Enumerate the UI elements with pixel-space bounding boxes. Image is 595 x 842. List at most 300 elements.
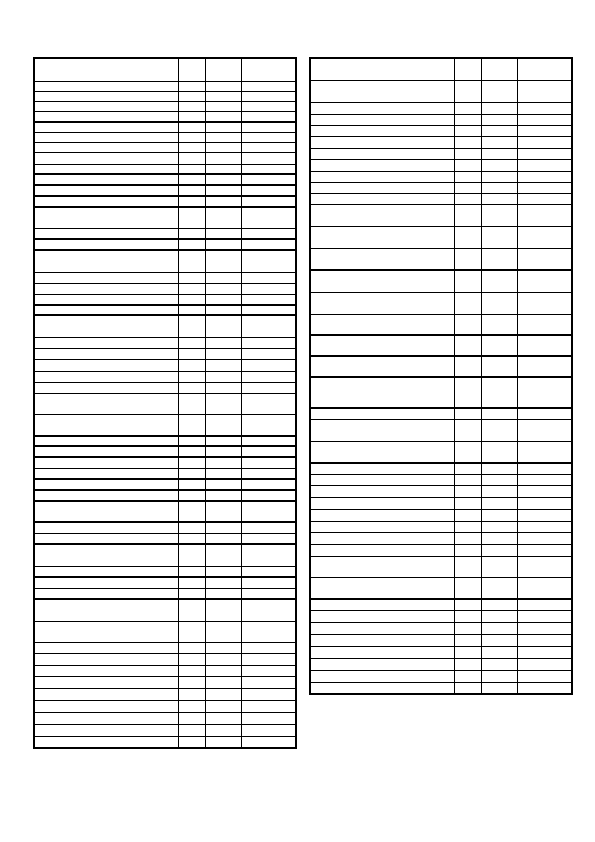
table-cell [205, 676, 241, 688]
table-cell [178, 490, 205, 501]
table-cell [310, 58, 454, 80]
table-cell [34, 91, 178, 101]
table-cell [517, 270, 572, 292]
table-cell [178, 446, 205, 457]
table-row [310, 658, 572, 670]
table-cell [310, 204, 454, 226]
table-cell [454, 335, 481, 356]
table-row [310, 532, 572, 544]
table-cell [178, 577, 205, 588]
table-cell [178, 337, 205, 348]
table-cell [517, 193, 572, 204]
table-cell [205, 653, 241, 665]
table-cell [205, 724, 241, 736]
table-cell [205, 111, 241, 122]
table-cell [454, 292, 481, 314]
table-cell [454, 114, 481, 125]
table-row [34, 588, 296, 599]
table-cell [205, 348, 241, 359]
table-cell [310, 682, 454, 694]
table-row [34, 599, 296, 621]
table-cell [241, 382, 296, 393]
table-cell [178, 164, 205, 174]
table-cell [481, 441, 517, 463]
table-cell [481, 335, 517, 356]
table-cell [310, 114, 454, 125]
table-cell [310, 634, 454, 646]
table-cell [454, 204, 481, 226]
table-cell [205, 522, 241, 533]
table-cell [178, 272, 205, 283]
table-cell [454, 58, 481, 80]
table-cell [517, 544, 572, 556]
table-cell [481, 377, 517, 408]
table-cell [205, 207, 241, 228]
table-cell [205, 196, 241, 207]
table-cell [205, 164, 241, 174]
table-cell [454, 509, 481, 521]
table-cell [34, 688, 178, 700]
table-row [310, 622, 572, 634]
table-cell [310, 182, 454, 193]
table-cell [34, 436, 178, 446]
table-cell [454, 441, 481, 463]
table-cell [205, 642, 241, 653]
table-cell [454, 136, 481, 148]
table-cell [310, 193, 454, 204]
table-cell [241, 533, 296, 544]
table-cell [205, 382, 241, 393]
table-cell [481, 509, 517, 521]
table-cell [310, 226, 454, 248]
table-cell [205, 132, 241, 142]
table-cell [517, 159, 572, 171]
table-row [34, 468, 296, 479]
table-cell [178, 111, 205, 122]
right-table-body [310, 58, 572, 694]
table-cell [454, 646, 481, 658]
table-cell [241, 152, 296, 164]
table-cell [205, 185, 241, 196]
table-cell [481, 544, 517, 556]
table-cell [310, 521, 454, 532]
table-cell [178, 239, 205, 250]
table-row [310, 80, 572, 102]
table-cell [517, 509, 572, 521]
table-cell [241, 58, 296, 81]
table-row [34, 101, 296, 111]
table-cell [454, 610, 481, 622]
table-cell [178, 283, 205, 294]
table-cell [178, 665, 205, 676]
table-row [34, 272, 296, 283]
table-cell [517, 314, 572, 335]
table-row [34, 164, 296, 174]
table-cell [310, 419, 454, 441]
table-row [310, 509, 572, 521]
table-cell [481, 485, 517, 497]
table-cell [34, 566, 178, 577]
table-cell [205, 446, 241, 457]
table-cell [205, 621, 241, 642]
table-cell [481, 193, 517, 204]
table-cell [178, 348, 205, 359]
table-row [310, 377, 572, 408]
table-cell [454, 521, 481, 532]
table-cell [310, 102, 454, 114]
table-cell [178, 588, 205, 599]
table-cell [178, 479, 205, 490]
table-cell [517, 419, 572, 441]
table-cell [481, 356, 517, 377]
table-cell [34, 164, 178, 174]
table-cell [178, 294, 205, 305]
table-row [310, 356, 572, 377]
table-cell [205, 228, 241, 239]
table-cell [34, 283, 178, 294]
table-cell [34, 142, 178, 152]
table-cell [34, 588, 178, 599]
table-row [310, 682, 572, 694]
table-cell [34, 111, 178, 122]
table-row [310, 125, 572, 136]
table-cell [34, 700, 178, 712]
table-cell [310, 509, 454, 521]
table-cell [34, 712, 178, 724]
table-cell [481, 658, 517, 670]
table-cell [310, 136, 454, 148]
table-cell [178, 621, 205, 642]
table-cell [454, 102, 481, 114]
table-cell [310, 335, 454, 356]
table-cell [178, 152, 205, 164]
table-row [310, 114, 572, 125]
table-cell [310, 292, 454, 314]
table-cell [481, 419, 517, 441]
table-cell [481, 136, 517, 148]
table-cell [34, 185, 178, 196]
table-cell [241, 665, 296, 676]
table-row [310, 610, 572, 622]
table-cell [241, 142, 296, 152]
table-row [34, 457, 296, 468]
table-cell [205, 250, 241, 272]
table-cell [178, 457, 205, 468]
table-cell [241, 337, 296, 348]
table-cell [205, 152, 241, 164]
table-row [34, 196, 296, 207]
table-cell [178, 101, 205, 111]
table-cell [34, 250, 178, 272]
table-cell [205, 315, 241, 337]
table-cell [34, 348, 178, 359]
table-cell [241, 653, 296, 665]
table-cell [178, 501, 205, 522]
table-cell [481, 314, 517, 335]
table-cell [310, 610, 454, 622]
table-row [34, 676, 296, 688]
table-cell [178, 371, 205, 382]
table-cell [34, 665, 178, 676]
table-cell [241, 164, 296, 174]
table-cell [34, 621, 178, 642]
table-cell [205, 371, 241, 382]
table-cell [481, 610, 517, 622]
table-row [310, 463, 572, 474]
table-cell [481, 408, 517, 419]
table-cell [517, 377, 572, 408]
table-row [34, 479, 296, 490]
table-cell [178, 599, 205, 621]
table-cell [205, 544, 241, 566]
table-cell [34, 736, 178, 748]
table-cell [241, 479, 296, 490]
table-cell [34, 544, 178, 566]
table-cell [178, 250, 205, 272]
table-row [310, 159, 572, 171]
table-cell [205, 272, 241, 283]
table-cell [517, 292, 572, 314]
table-cell [517, 248, 572, 270]
table-cell [241, 490, 296, 501]
table-cell [241, 414, 296, 436]
table-cell [178, 132, 205, 142]
table-cell [454, 377, 481, 408]
table-cell [34, 132, 178, 142]
table-cell [34, 239, 178, 250]
table-row [310, 544, 572, 556]
table-cell [205, 599, 241, 621]
table-cell [517, 114, 572, 125]
table-cell [34, 101, 178, 111]
table-cell [34, 294, 178, 305]
table-cell [517, 634, 572, 646]
table-cell [34, 272, 178, 283]
table-cell [241, 724, 296, 736]
table-cell [241, 588, 296, 599]
left-table-body [34, 58, 296, 748]
table-cell [481, 80, 517, 102]
table-cell [241, 207, 296, 228]
table-cell [481, 577, 517, 599]
table-cell [178, 700, 205, 712]
table-cell [205, 393, 241, 414]
table-cell [241, 700, 296, 712]
table-cell [205, 58, 241, 81]
table-cell [517, 356, 572, 377]
table-cell [205, 305, 241, 315]
table-cell [34, 81, 178, 91]
table-row [34, 81, 296, 91]
table-cell [481, 102, 517, 114]
table-cell [241, 101, 296, 111]
table-row [34, 653, 296, 665]
table-cell [205, 700, 241, 712]
table-cell [481, 248, 517, 270]
table-cell [178, 544, 205, 566]
table-cell [205, 533, 241, 544]
table-row [34, 294, 296, 305]
table-cell [454, 544, 481, 556]
table-cell [481, 497, 517, 509]
table-cell [517, 485, 572, 497]
table-row [34, 393, 296, 414]
table-cell [517, 599, 572, 610]
table-cell [481, 292, 517, 314]
table-cell [517, 682, 572, 694]
table-cell [481, 622, 517, 634]
table-row [34, 501, 296, 522]
table-cell [517, 658, 572, 670]
table-cell [241, 676, 296, 688]
table-row [310, 646, 572, 658]
table-cell [34, 228, 178, 239]
table-cell [178, 185, 205, 196]
table-cell [205, 81, 241, 91]
table-cell [454, 171, 481, 182]
table-row [34, 283, 296, 294]
table-cell [178, 196, 205, 207]
table-row [310, 226, 572, 248]
table-cell [205, 142, 241, 152]
table-cell [454, 356, 481, 377]
table-row [34, 58, 296, 81]
table-row [34, 700, 296, 712]
table-cell [481, 171, 517, 182]
table-cell [241, 283, 296, 294]
table-cell [517, 148, 572, 159]
table-row [34, 544, 296, 566]
table-cell [310, 599, 454, 610]
table-cell [205, 122, 241, 132]
table-cell [454, 125, 481, 136]
table-row [34, 142, 296, 152]
table-cell [517, 556, 572, 577]
table-row [310, 314, 572, 335]
table-cell [205, 736, 241, 748]
table-cell [481, 204, 517, 226]
table-cell [517, 441, 572, 463]
table-cell [241, 544, 296, 566]
table-cell [241, 371, 296, 382]
table-cell [517, 463, 572, 474]
table-row [310, 485, 572, 497]
table-row [34, 315, 296, 337]
table-row [34, 305, 296, 315]
table-cell [454, 314, 481, 335]
table-cell [241, 294, 296, 305]
table-cell [241, 132, 296, 142]
table-cell [517, 58, 572, 80]
table-cell [205, 359, 241, 371]
table-cell [481, 58, 517, 80]
table-cell [481, 521, 517, 532]
table-cell [241, 501, 296, 522]
table-cell [241, 122, 296, 132]
table-cell [310, 171, 454, 182]
table-cell [454, 485, 481, 497]
table-cell [241, 250, 296, 272]
table-cell [310, 80, 454, 102]
table-cell [34, 174, 178, 185]
table-row [34, 577, 296, 588]
table-cell [34, 642, 178, 653]
table-cell [178, 712, 205, 724]
table-cell [34, 152, 178, 164]
table-cell [178, 653, 205, 665]
table-cell [454, 148, 481, 159]
table-cell [310, 441, 454, 463]
table-cell [481, 114, 517, 125]
table-cell [178, 676, 205, 688]
table-cell [34, 676, 178, 688]
table-cell [241, 272, 296, 283]
table-cell [310, 556, 454, 577]
table-row [34, 111, 296, 122]
left-data-table [33, 57, 297, 749]
table-cell [241, 688, 296, 700]
table-row [310, 171, 572, 182]
table-cell [310, 646, 454, 658]
table-row [34, 132, 296, 142]
table-cell [310, 125, 454, 136]
table-cell [205, 337, 241, 348]
table-cell [241, 642, 296, 653]
table-cell [178, 174, 205, 185]
table-cell [178, 315, 205, 337]
table-cell [34, 724, 178, 736]
table-cell [241, 239, 296, 250]
table-cell [205, 91, 241, 101]
table-cell [34, 371, 178, 382]
table-cell [205, 479, 241, 490]
table-cell [517, 335, 572, 356]
table-cell [34, 315, 178, 337]
table-cell [310, 248, 454, 270]
table-cell [517, 226, 572, 248]
table-row [310, 577, 572, 599]
table-row [310, 204, 572, 226]
table-cell [34, 207, 178, 228]
table-cell [454, 159, 481, 171]
table-cell [34, 305, 178, 315]
table-cell [517, 497, 572, 509]
table-row [34, 250, 296, 272]
table-cell [310, 148, 454, 159]
table-cell [241, 577, 296, 588]
table-cell [454, 599, 481, 610]
table-cell [310, 270, 454, 292]
table-cell [241, 111, 296, 122]
table-row [310, 292, 572, 314]
table-cell [517, 204, 572, 226]
table-row [34, 665, 296, 676]
table-cell [454, 556, 481, 577]
table-cell [34, 122, 178, 132]
table-cell [310, 577, 454, 599]
table-row [34, 91, 296, 101]
table-cell [34, 382, 178, 393]
table-cell [517, 136, 572, 148]
table-row [310, 521, 572, 532]
table-cell [34, 359, 178, 371]
table-cell [454, 80, 481, 102]
table-cell [310, 532, 454, 544]
table-cell [454, 193, 481, 204]
table-row [34, 382, 296, 393]
table-cell [178, 436, 205, 446]
table-cell [241, 621, 296, 642]
